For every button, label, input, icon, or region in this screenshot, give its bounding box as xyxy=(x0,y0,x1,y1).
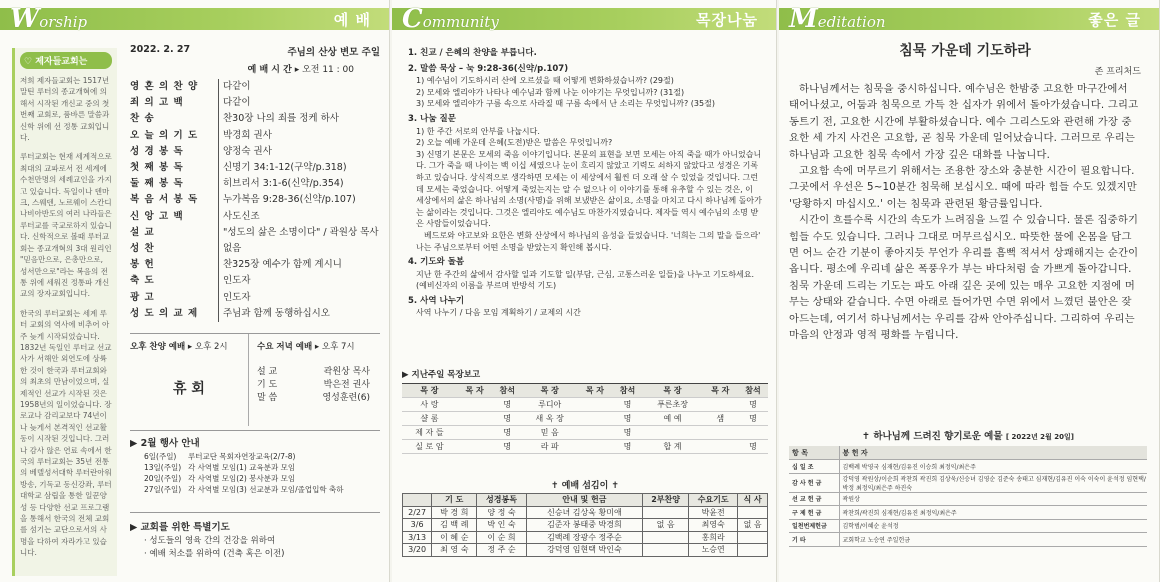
order-row xyxy=(130,225,380,241)
time-label: 예 배 시 간 xyxy=(247,65,292,75)
article-paragraph: 하나님께서는 침묵을 중시하십니다. 예수님은 한밤중 고요한 마구간에서 태어나셨고, 어둠과 침묵으로 가득 찬 십자가 위에서 돌아가셨습니다. 그리고 동트기 전, 고요한 시간에 부활하셨습니다. 예수 그리스도와 관련해 가장 중요한 세 가지 사건은 고요함, 곧 침묵 가운데 일어났습니다. 그러므로 우리는 하나님과 고요한 침묵 속에서 가장 깊은 대화를 나눕니다. xyxy=(789,83,1139,161)
wed-item-value: 영성훈련(6) xyxy=(322,393,370,403)
order-item-label: 신 앙 고 백 xyxy=(130,210,184,222)
report-cell: 명 xyxy=(738,440,768,454)
order-item-label: 축 도 xyxy=(130,275,155,287)
order-item-label: 복 음 서 봉 독 xyxy=(130,194,199,206)
offering-cell: 곽원상 xyxy=(839,492,1147,506)
header-en-title: orship xyxy=(39,13,88,31)
header-initial: C xyxy=(402,4,423,34)
report-header-cell: 목 장 xyxy=(643,384,703,398)
event-date: 20일(주일) xyxy=(144,474,182,483)
report-row xyxy=(402,398,768,412)
report-row xyxy=(402,440,768,454)
duty-header-cell: 성경봉독 xyxy=(477,494,526,507)
duty-header-cell: 식 사 xyxy=(738,494,768,507)
prayer-section: ▶ 교회를 위한 특별기도 · 성도들의 영육 간의 건강을 위하여 · 예배 처소를 위하여 (건축 혹은 이전) xyxy=(130,512,380,561)
duty-cell: 김준자 봉태중 박경희 xyxy=(526,519,643,532)
header-ko-title: 목장나눔 xyxy=(696,11,758,29)
duty-header-cell xyxy=(403,494,432,507)
duty-cell: 양 정 숙 xyxy=(477,506,526,519)
order-item-value: 주님과 함께 동행하십시오 xyxy=(218,306,380,322)
report-cell: 명 xyxy=(613,426,643,440)
report-header-cell: 목 자 xyxy=(457,384,492,398)
duty-cell: 없 음 xyxy=(738,519,768,532)
duty-cell: 3/6 xyxy=(403,519,432,532)
prayer-title: 교회를 위한 특별기도 xyxy=(140,522,230,533)
duty-cell: 최 영 숙 xyxy=(432,544,477,557)
report-cell: 명 xyxy=(492,440,522,454)
order-row xyxy=(130,176,380,192)
report-header-cell: 목 자 xyxy=(577,384,612,398)
bible-question: 1) 예수님이 기도하시러 산에 오르셨을 때 어떻게 변화하셨습니까? (29절) xyxy=(416,76,674,86)
header-en-title: ommunity xyxy=(422,13,499,31)
event-text: 각 사역별 모임(2) 봉사분과 모임 xyxy=(188,474,296,483)
duty-header-cell: 안내 및 헌금 xyxy=(526,494,643,507)
order-item-label: 죄 의 고 백 xyxy=(130,97,184,109)
order-row xyxy=(130,241,380,257)
report-cell xyxy=(457,426,492,440)
duty-row xyxy=(403,531,768,544)
section-ministry: 5. 사역 나누기 xyxy=(408,295,465,306)
report-cell xyxy=(457,398,492,412)
duty-cell: 박 경 희 xyxy=(432,506,477,519)
event-date: 27일(주일) xyxy=(144,485,182,494)
offering-section xyxy=(789,428,1147,547)
offering-row xyxy=(789,460,1147,474)
report-cell xyxy=(577,426,612,440)
order-item-label: 오 늘 의 기 도 xyxy=(130,129,199,141)
time-value: 오전 11 : 00 xyxy=(302,65,354,75)
duty-cell xyxy=(738,531,768,544)
meditation-panel xyxy=(779,0,1160,582)
offering-row xyxy=(789,533,1147,547)
order-item-label: 광 고 xyxy=(130,291,155,303)
offering-title: ✝ 하나님께 드려진 향기로운 예물 xyxy=(862,431,1003,442)
duty-cell: 정 주 순 xyxy=(477,544,526,557)
offering-header-cell: 봉 헌 자 xyxy=(839,446,1147,460)
report-cell: 명 xyxy=(492,412,522,426)
worship-order: 2022. 2. 27 주님의 산상 변모 주일 예 배 시 간 ▸ 오전 11 : 00 영 혼 의 찬 양 다같이 죄 의 고 백 다같이 찬 송 찬30장 나의 죄를 정케 하사 오 늘 의 기 도 박경희 권사 성 경 봉 독 양정숙 권사 첫 째 봉 독 신명기 34:1-12(구약/p.318) 둘 째 봉 독 히브리서 3:1-6(신약/p.354) 복 음 서 봉 독 누가복음 9:28-36(신약/p.107) 신 앙 고 백 사도신조 설 교 "성도의 삶은 소명이다" / 곽원상 목사 성 찬 없음 봉 헌 찬325장 예수가 함께 계시니 축 도 인도자 광 고 인도자 성 도 의 교 제 주님과 함께 동행하십시오 xyxy=(130,44,380,322)
duty-cell: 최영숙 xyxy=(689,519,738,532)
order-item-label: 봉 헌 xyxy=(130,259,155,271)
prayer-text: 지난 한 주간의 삶에서 감사할 일과 기도할 일(부담, 근심, 고통스러운 일들)을 나누고 기도하세요. (예비신자의 이름을 부르며 반방석 기도) xyxy=(416,269,755,291)
report-cell: 새 옥 장 xyxy=(522,412,577,426)
event-row xyxy=(144,484,380,495)
order-item-value: 다같이 xyxy=(218,95,380,111)
order-item-label: 영 혼 의 찬 양 xyxy=(130,81,199,92)
duty-cell: 홍희라 xyxy=(689,531,738,544)
wed-row xyxy=(257,379,380,392)
afternoon-value: 휴 회 xyxy=(173,381,205,397)
report-cell xyxy=(703,398,738,412)
article-title: 침묵 가운데 기도하라 xyxy=(899,43,1031,59)
report-cell: 라 파 xyxy=(522,440,577,454)
sharing-question: 3) 신명기 본문은 모세의 죽음 이야기입니다. 본문의 표현을 보면 모세는 아직 죽을 때가 아니었습니다. 그가 죽을 때 나이는 백 이십 세였으나 눈이 흐리지 않았고 기력도 쇠하지 않았다고 성경은 기록하고 있습니다. 상식적으로 생각하면 모세는 이 세상에서 훨씬 더 오래 살 수 있었을 것입니다. 그런데 모세는 죽었습니다. 어떻게 죽었는지는 알 수 없으나 이 이야기를 통해 유추할 수 있는 것은, 이 세상에서의 삶은 하나님의 소명(사명)을 위해 보냈받은 삶이요, 소명을 마치고 다시 하나님께 돌아가는 삶이라는 것입니다. 그것은 엘리야도 예수님도 마찬가지였습니다. 제자들 역시 예수님의 소명 받은 사람들이었습니다. xyxy=(416,149,762,229)
report-cell: 명 xyxy=(613,398,643,412)
report-cell xyxy=(738,426,768,440)
offering-cell: 일천번제헌금 xyxy=(789,519,839,533)
order-item-label: 찬 송 xyxy=(130,113,155,125)
order-row xyxy=(130,209,380,225)
report-header-cell: 목 자 xyxy=(703,384,738,398)
event-row xyxy=(144,462,380,473)
order-row xyxy=(130,257,380,273)
order-item-value: 신명기 34:1-12(구약/p.318) xyxy=(218,160,380,176)
afternoon-time: 오후 2시 xyxy=(194,342,228,352)
report-table xyxy=(402,383,768,454)
wed-time: 오후 7시 xyxy=(321,342,355,352)
date: 2022. 2. 27 xyxy=(130,44,191,55)
cell-report xyxy=(402,368,768,454)
order-item-value: "성도의 삶은 소명이다" / 곽원상 목사 xyxy=(218,225,380,241)
header-ko-title: 좋은 글 xyxy=(1088,11,1141,29)
duty-cell: 이 순 희 xyxy=(477,531,526,544)
sharing-question: 베드로와 야고보와 요한은 변화 산상에서 하나님의 음성을 들었습니다. '너희는 그의 말을 들으라' 나는 주님으로부터 어떤 소명을 받았는지 확인해 봅시다. xyxy=(416,230,761,252)
duty-row xyxy=(403,544,768,557)
report-cell xyxy=(577,440,612,454)
order-row xyxy=(130,273,380,289)
duty-cell xyxy=(643,544,689,557)
duty-title: ✝ 예배 섬김이 ✝ xyxy=(551,481,619,491)
offering-header-row xyxy=(789,446,1147,460)
offering-cell: 김학범/이혜순 윤석정 xyxy=(839,519,1147,533)
duty-cell: 3/20 xyxy=(403,544,432,557)
report-cell: 사 랑 xyxy=(402,398,457,412)
report-cell: 예 예 xyxy=(643,412,703,426)
offering-cell: 교회학교 노승연 주일헌금 xyxy=(839,533,1147,547)
section-prayer: 4. 기도와 돌봄 xyxy=(408,257,465,268)
wed-item-value: 박은전 권사 xyxy=(323,380,370,390)
header-ko-title: 예 배 xyxy=(333,11,371,29)
event-text: 각 사역별 모임(1) 교육분과 모임 xyxy=(188,463,296,472)
offering-cell: 구 제 헌 금 xyxy=(789,506,839,520)
offering-cell: 십 일 조 xyxy=(789,460,839,474)
event-text: 각 사역별 모임(3) 선교분과 모임/졸업입학 축하 xyxy=(188,485,344,494)
header-initial: M xyxy=(789,4,818,34)
order-item-value: 찬325장 예수가 함께 계시니 xyxy=(218,257,380,273)
prayer-item: · 성도들의 영육 간의 건강을 위하여 xyxy=(144,536,276,546)
order-row xyxy=(130,160,380,176)
offering-date: [ 2022년 2월 20일] xyxy=(1005,433,1074,441)
report-cell: 샘 xyxy=(703,412,738,426)
worship-header xyxy=(0,0,389,34)
duty-cell: 3/13 xyxy=(403,531,432,544)
offering-row xyxy=(789,473,1147,492)
order-item-value: 인도자 xyxy=(218,273,380,289)
section-sharing: 3. 나눔 질문 xyxy=(408,113,456,124)
report-row xyxy=(402,426,768,440)
report-cell xyxy=(457,412,492,426)
duty-cell: 2/27 xyxy=(403,506,432,519)
report-header-row xyxy=(402,384,768,398)
events-section: ▶ 2월 행사 안내 6일(주일) 루터교단 목회자연장교육(2/7-8) 13일(주일) 각 사역별 모임(1) 교육분과 모임 20일(주일) 각 사역별 모임(2) 봉사분과 모임 27일(주일) 각 사역별 모임(3) 선교분과 모임/졸업입학 축하 xyxy=(130,430,380,495)
community-header xyxy=(392,0,776,34)
sidebar-paragraph: 루터교회는 현재 세계적으로 최대의 교파로서 전 세계에 수천만명의 세례교인을 가지고 있습니다. 독일이나 덴마크, 스웨덴, 노르웨이 스칸디나비아반도의 여러 나라들은 루터교를 국교로하지 있습니다. 신학적으로 볼때 루터교회는 종교개혁의 3대 원리인 "믿음만으로, 은총만으로, 성서만으로"라는 복음의 전통 위에 세워진 정통파 개신교의 장자교회입니다. xyxy=(20,152,112,299)
order-item-value: 누가복음 9:28-36(신약/p.107) xyxy=(218,192,380,208)
order-row xyxy=(130,128,380,144)
report-cell xyxy=(577,412,612,426)
report-cell: 제 자 들 xyxy=(402,426,457,440)
article-paragraph: 고요함 속에 머무르기 위해서는 조용한 장소와 충분한 시간이 필요합니다. 그곳에서 우선은 5~10분간 침묵해 보십시오. 때에 따라 힘들 수도 있겠지만 '당황하지 마십시오.' 이는 침묵과 관련된 황금률입니다. xyxy=(789,165,1137,210)
sidebar-paragraph: 한국의 루터교회는 세계 루터 교회의 역사에 비추어 아주 늦게 시작되었습니다. 1832년 독일인 루터교 선교사가 서해안 외연도에 상륙한 것이 한국과 루터교회와의 최초의 만남이었으며, 실제적인 선교가 시작된 것은 1958년의 일이었습니다. 장로교나 감리교보다 74년이나 늦게서 본격적인 선교활동이 시작된 것입니다. 그러나 감사 않은 연료 속에서 한국의 루터교회는 35년 전통의 베델성서대학 루터란아워 방송, 기독교 동신강좌, 루터대학교 삼립을 통한 일꾼양성 등 다양한 선교 프로그램을 통해서 한국의 전체 교회를 섬기는 교단으로서의 사명을 다하여 자라가고 있습니다. xyxy=(20,308,112,558)
report-row xyxy=(402,412,768,426)
report-cell: 명 xyxy=(613,440,643,454)
duty-row xyxy=(403,506,768,519)
order-row xyxy=(130,111,380,127)
worship-panel xyxy=(0,0,390,582)
sharing-question: 2) 오늘 예배 가운데 은혜(도전)받은 말씀은 무엇입니까? xyxy=(416,138,613,148)
order-item-label: 성 도 의 교 제 xyxy=(130,307,199,319)
wed-row xyxy=(257,392,380,405)
sub-services: 오후 찬양 예배 ▸ 오후 2시 휴 회 수요 저녁 예배 ▸ 오후 7시 설 교 곽원상 목사 기 도 박은전 권사 말 씀 영성훈련(6) xyxy=(130,333,380,425)
offering-cell: 김백례 박영국 심재현/김유진 이승희 최정익/최은주 xyxy=(839,460,1147,474)
duty-cell: 이 혜 순 xyxy=(432,531,477,544)
event-date: 6일(주일) xyxy=(144,452,177,461)
duty-cell: 없 음 xyxy=(643,519,689,532)
duty-cell: 신승녀 김상욱 황미애 xyxy=(526,506,643,519)
meditation-article xyxy=(789,40,1141,344)
wed-item-label: 말 씀 xyxy=(257,393,278,403)
duty-cell: 김백례 장광수 정주순 xyxy=(526,531,643,544)
report-cell xyxy=(703,440,738,454)
article-author: 존 프리처드 xyxy=(1094,67,1141,77)
duty-header-cell: 2부찬양 xyxy=(643,494,689,507)
duty-roster xyxy=(402,478,768,557)
offering-cell: 선 교 헌 금 xyxy=(789,492,839,506)
report-cell: 명 xyxy=(492,398,522,412)
report-cell: 샬 롬 xyxy=(402,412,457,426)
offering-header-cell: 항 목 xyxy=(789,446,839,460)
order-item-value: 양정숙 권사 xyxy=(218,144,380,160)
duty-header-cell: 수요기도 xyxy=(689,494,738,507)
report-header-cell: 참석 xyxy=(613,384,643,398)
wed-item-label: 기 도 xyxy=(257,380,278,390)
report-cell xyxy=(703,426,738,440)
duty-cell xyxy=(738,506,768,519)
report-cell: 명 xyxy=(613,412,643,426)
duty-cell: 노승연 xyxy=(689,544,738,557)
offering-cell: 곽찬희/곽진희 심재현/김유진 최정익/최은주 xyxy=(839,506,1147,520)
order-row xyxy=(130,192,380,208)
report-cell xyxy=(643,426,703,440)
order-item-value: 찬30장 나의 죄를 정케 하사 xyxy=(218,111,380,127)
article-paragraph: 시간이 흐를수록 시간의 속도가 느려짐을 느낄 수 있습니다. 물론 집중하기 힘들 수도 있습니다. 그러나 그대로 머무르십시오. 따뜻한 물에 온몸을 담그면 어느 순간 기분이 좋아지듯 무언가 우리를 흠뻑 적셔서 상쾌해지는 순간이 옵니다. 평소에 우리네 삶은 폭풍우가 부는 바다처럼 술 가쁘게 돌아갑니다. 침묵 가운데 드리는 기도는 파도 아래 깊은 곳에 있는 매우 고요한 지점에 머무는 상태와 같습니다. 수면 아래로 들어가면 수면 위에서 느꼈던 불안은 잦아드는데, 여기서 하나님께서는 우리를 감싸 안아주십니다. 그리하여 우리는 마음의 안정과 영적 평화를 누립니다. xyxy=(789,214,1139,342)
sidebar-title: ♡ 제자들교회는 xyxy=(20,52,112,69)
bible-question: 3) 모세와 엘리야가 구름 속으로 사라질 때 구름 속에서 난 소리는 무엇입니까? (35절) xyxy=(416,99,715,109)
order-item-value: 히브리서 3:1-6(신약/p.354) xyxy=(218,176,380,192)
event-date: 13일(주일) xyxy=(144,463,182,472)
report-cell xyxy=(457,440,492,454)
event-text: 루터교단 목회자연장교육(2/7-8) xyxy=(188,452,296,461)
duty-cell xyxy=(643,506,689,519)
header-initial: W xyxy=(10,4,40,34)
order-row xyxy=(130,306,380,322)
wed-label: 수요 저녁 예배 xyxy=(257,342,313,352)
order-item-label: 첫 째 봉 독 xyxy=(130,162,184,174)
church-intro-sidebar xyxy=(12,48,117,576)
duty-cell: 박 인 숙 xyxy=(477,519,526,532)
event-row xyxy=(144,473,380,484)
sharing-question: 1) 한 주간 서로의 안부를 나눕시다. xyxy=(416,126,540,136)
duty-row xyxy=(403,519,768,532)
order-item-value: 박경희 권사 xyxy=(218,128,380,144)
duty-cell: 김 백 례 xyxy=(432,519,477,532)
report-cell: 푸른초장 xyxy=(643,398,703,412)
offering-cell: 강덕영 곽원상/이순희 곽찬희 곽진희 김상욱/신승녀 김영순 김준숙 송태고 심재현/김유진 이숙 이숙이 윤석정 임현택/박정 최정익/최은주 하진숙 xyxy=(839,473,1147,492)
order-item-value: 인도자 xyxy=(218,290,380,306)
report-header-cell: 목 장 xyxy=(402,384,457,398)
order-row xyxy=(130,144,380,160)
event-row xyxy=(144,451,380,462)
report-title: ▶ 지난주일 목장보고 xyxy=(402,370,481,380)
report-cell: 믿 음 xyxy=(522,426,577,440)
report-cell xyxy=(577,398,612,412)
report-cell: 합 계 xyxy=(643,440,703,454)
duty-cell xyxy=(738,544,768,557)
offering-row xyxy=(789,519,1147,533)
community-panel xyxy=(392,0,777,582)
report-cell: 명 xyxy=(738,398,768,412)
bible-question: 2) 모세와 엘리야가 나타나 예수님과 함께 나눈 이야기는 무엇입니까? (31절) xyxy=(416,87,685,97)
order-item-value: 없음 xyxy=(218,241,380,257)
offering-cell: 감 사 헌 금 xyxy=(789,473,839,492)
report-header-cell: 참석 xyxy=(738,384,768,398)
sidebar-paragraph: 저희 제자들교회는 1517년 말틴 루터의 종교개혁에 의해서 시작된 개신교 중의 첫 번째 교회로, 품바른 말씀과 신학 위에 선 정통 교회입니다. xyxy=(20,76,110,143)
wed-row xyxy=(257,366,380,379)
header-en-title: editation xyxy=(817,13,886,31)
order-item-label: 성 찬 xyxy=(130,243,155,255)
section-fellowship: 1. 친교 / 은혜의 찬양을 부릅니다. xyxy=(408,48,537,58)
report-cell: 루디아 xyxy=(522,398,577,412)
ministry-text: 사역 나누기 / 다음 모임 계획하기 / 교제의 시간 xyxy=(416,308,581,318)
order-item-label: 둘 째 봉 독 xyxy=(130,178,184,190)
sunday-title: 주님의 산상 변모 주일 xyxy=(287,47,380,58)
meditation-header xyxy=(779,0,1159,34)
report-header-cell: 목 장 xyxy=(522,384,577,398)
report-cell: 명 xyxy=(738,412,768,426)
report-cell: 명 xyxy=(492,426,522,440)
wed-item-value: 곽원상 목사 xyxy=(323,367,370,377)
duty-cell: 강덕영 임현택 박인숙 xyxy=(526,544,643,557)
duty-cell xyxy=(643,531,689,544)
order-row xyxy=(130,290,380,306)
offering-cell: 기 타 xyxy=(789,533,839,547)
offering-table xyxy=(789,446,1147,547)
events-title: 2월 행사 안내 xyxy=(140,438,200,449)
duty-header-row xyxy=(403,494,768,507)
duty-header-cell: 기 도 xyxy=(432,494,477,507)
cell-group-guide xyxy=(408,44,763,319)
order-row xyxy=(130,79,380,95)
duty-table xyxy=(402,493,768,557)
wed-item-label: 설 교 xyxy=(257,367,278,377)
order-row xyxy=(130,95,380,111)
report-cell: 실 로 암 xyxy=(402,440,457,454)
section-bible: 2. 말씀 묵상 – 눅 9:28-36(신약/p.107) xyxy=(408,63,569,74)
order-item-label: 설 교 xyxy=(130,226,155,238)
offering-row xyxy=(789,492,1147,506)
order-item-value: 다같이 xyxy=(218,79,380,95)
order-item-label: 성 경 봉 독 xyxy=(130,145,184,157)
report-header-cell: 참석 xyxy=(492,384,522,398)
afternoon-label: 오후 찬양 예배 xyxy=(130,342,186,352)
order-item-value: 사도신조 xyxy=(218,209,380,225)
offering-row xyxy=(789,506,1147,520)
duty-cell: 박윤전 xyxy=(689,506,738,519)
prayer-item: · 예배 처소를 위하여 (건축 혹은 이전) xyxy=(144,549,285,559)
